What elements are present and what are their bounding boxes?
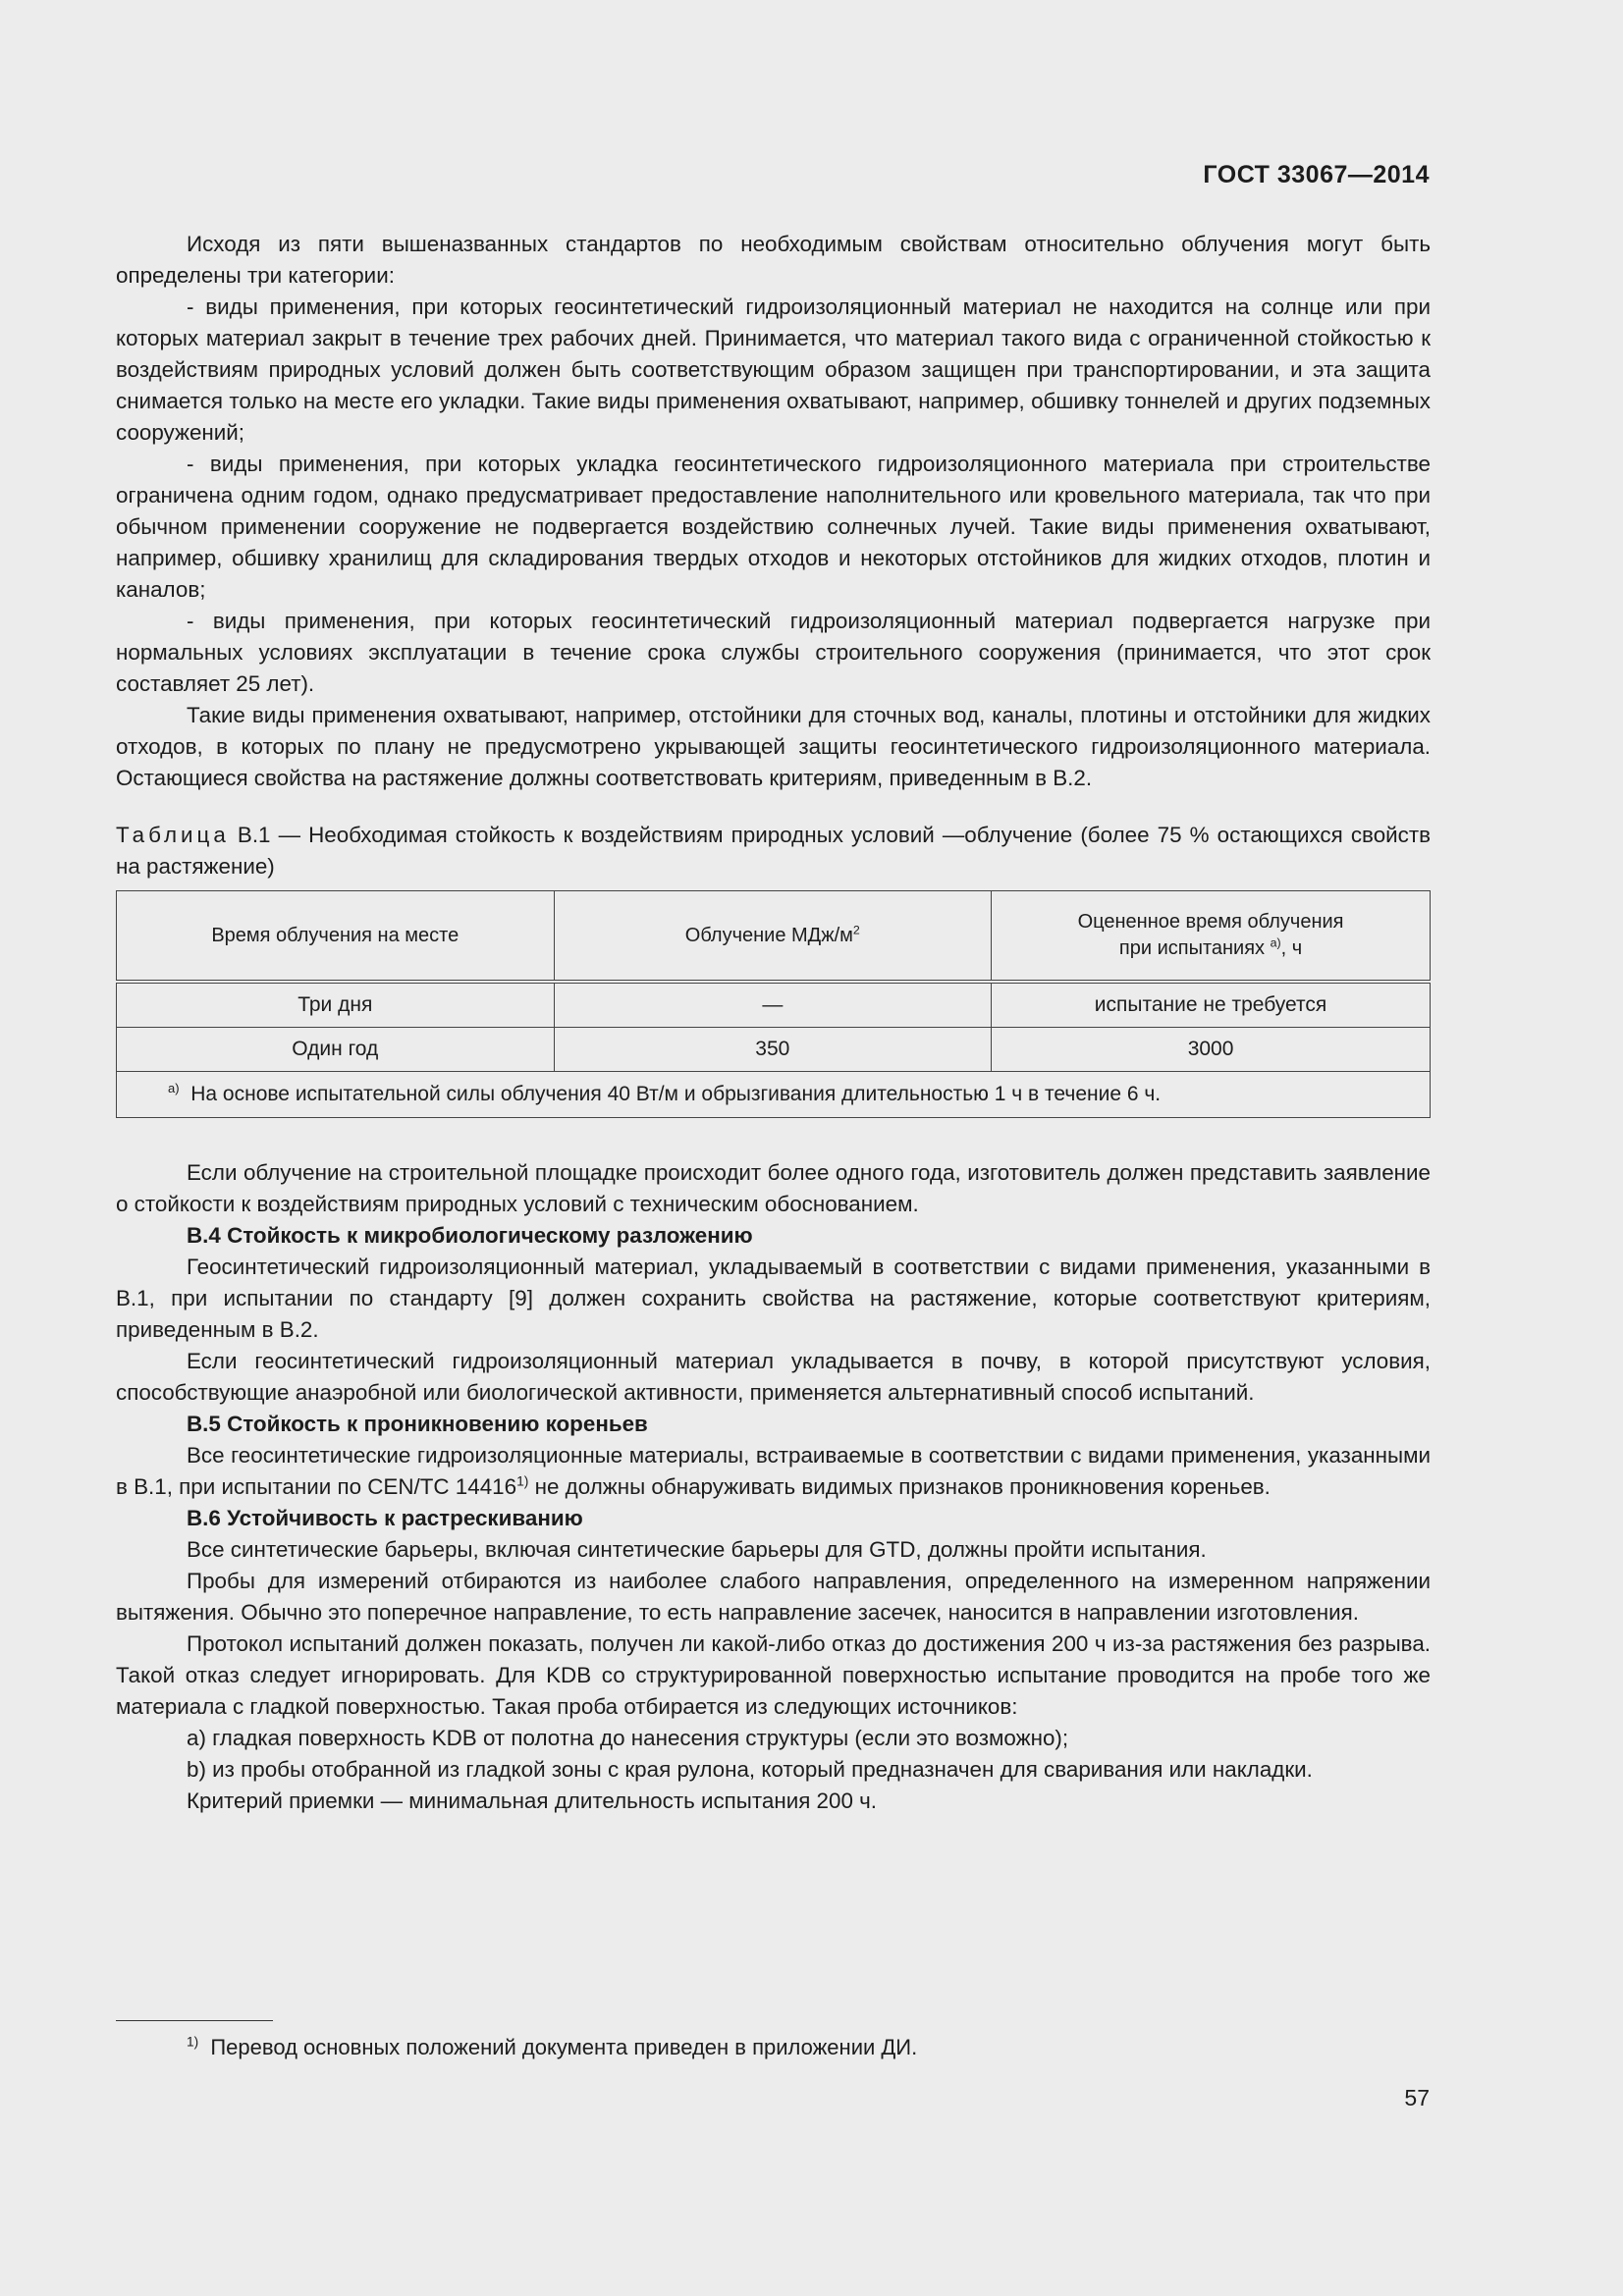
- list-item: - виды применения, при которых геосинтетический гидроизоляционный материал подвергается нагрузке при нормальных условиях эксплуатации в течение срока службы строительного сооружения (принимается, что этот срок составляет 25 лет).: [116, 609, 1431, 696]
- footnote-divider: [116, 2020, 273, 2021]
- paragraph: Геосинтетический гидроизоляционный материал, укладываемый в соответствии с видами применения, указанными в В.1, при испытании по стандарту [9] должен сохранить свойства на растяжение, которые соответствуют критериям, приведенным в В.2.: [116, 1255, 1431, 1342]
- table-cell: испытание не требуется: [992, 982, 1431, 1028]
- table-cell: 3000: [992, 1028, 1431, 1072]
- section-heading-b5: В.5 Стойкость к проникновению кореньев: [187, 1412, 648, 1436]
- section-heading-b6: В.6 Устойчивость к растрескиванию: [187, 1506, 583, 1530]
- list-item: а) гладкая поверхность KDB от полотна до нанесения структуры (если это возможно);: [187, 1726, 1069, 1750]
- paragraph: Если геосинтетический гидроизоляционный материал укладывается в почву, в которой присутствуют условия, способствующие анаэробной или биологической активности, применяется альтернативный способ испытаний.: [116, 1349, 1431, 1405]
- table-cell: Три дня: [117, 982, 555, 1028]
- main-text: [116, 229, 1431, 1817]
- table-note-row: [117, 1072, 1431, 1118]
- header-cell-irradiation: Облучение МДж/$м^2$: [554, 891, 992, 983]
- document-header: ГОСТ 33067—2014: [1203, 161, 1430, 188]
- table-note: $^{а)}$ На основе испытательной силы облучения 40 Вт/м и обрызгивания длительностью 1 ч в течение 6 ч.: [117, 1072, 1431, 1118]
- table-caption: [116, 820, 1431, 882]
- table-cell: Один год: [117, 1028, 555, 1072]
- section-heading-b4: В.4 Стойкость к микробиологическому разложению: [187, 1223, 753, 1248]
- header-cell-exposure-time: Время облучения на месте: [117, 891, 555, 983]
- table-row: [117, 1028, 1431, 1072]
- paragraph: Такие виды применения охватывают, например, отстойники для сточных вод, каналы, плотины и отстойники для жидких отходов, в которых по плану не предусмотрено укрывающей защиты геосинтетического гидроизоляционного материала. Остающиеся свойства на растяжение должны соответствовать критериям, приведенным в В.2.: [116, 703, 1431, 790]
- table-header-row: [117, 891, 1431, 983]
- paragraph: Все синтетические барьеры, включая синтетические барьеры для GTD, должны пройти испытания.: [187, 1537, 1207, 1562]
- table-caption-label: Таблица: [116, 823, 230, 847]
- table-cell: 350: [554, 1028, 992, 1072]
- table-cell: —: [554, 982, 992, 1028]
- list-item: - виды применения, при которых укладка геосинтетического гидроизоляционного материала при строительстве ограничена одним годом, однако предусматривает предоставление наполнительного или кровельного материала, так что при обычном применении сооружение не подвергается воздействию солнечных лучей. Такие виды применения охватывают, например, обшивку хранилищ для складирования твердых отходов и некоторых отстойников для жидких отходов, плотин и каналов;: [116, 452, 1431, 602]
- footnote: $^{1)}$ Перевод основных положений документа приведен в приложении ДИ.: [187, 2034, 918, 2059]
- list-item: - виды применения, при которых геосинтетический гидроизоляционный материал не находится на солнце или при которых материал закрыт в течение трех рабочих дней. Принимается, что материал такого вида с ограниченной стойкостью к воздействиям природных условий должен быть соответствующим образом защищен при транспортировании, и эта защита снимается только на месте его укладки. Такие виды применения охватывают, например, обшивку тоннелей и других подземных сооружений;: [116, 294, 1431, 445]
- paragraph: Все геосинтетические гидроизоляционные материалы, встраиваемые в соответствии с видами применения, указанными в В.1, при испытании по CEN/TC 14416$^{1)}$ не должны обнаруживать видимых признаков проникновения кореньев.: [116, 1443, 1431, 1499]
- table-row: [117, 982, 1431, 1028]
- paragraph: Если облучение на строительной площадке происходит более одного года, изготовитель должен представить заявление о стойкости к воздействиям природных условий с техническим обоснованием.: [116, 1160, 1431, 1216]
- irradiation-table: [116, 890, 1431, 1118]
- page-number: 57: [1404, 2085, 1430, 2110]
- paragraph: Пробы для измерений отбираются из наиболее слабого направления, определенного на измеренном напряжении вытяжения. Обычно это поперечное направление, то есть направление засечек, наносится в направлении изготовления.: [116, 1569, 1431, 1625]
- paragraph: Критерий приемки — минимальная длительность испытания 200 ч.: [187, 1789, 878, 1813]
- paragraph: Протокол испытаний должен показать, получен ли какой-либо отказ до достижения 200 ч из-за растяжения без разрыва. Такой отказ следует игнорировать. Для KDB со структурированной поверхностью испытание проводится на пробе того же материала с гладкой поверхностью. Такая проба отбирается из следующих источников:: [116, 1631, 1431, 1719]
- table-caption-text: В.1 — Необходимая стойкость к воздействиям природных условий —облучение (более 75 % остающихся свойств на растяжение): [116, 823, 1431, 879]
- paragraph: Исходя из пяти вышеназванных стандартов по необходимым свойствам относительно облучения могут быть определены три категории:: [116, 232, 1431, 288]
- header-cell-estimated-time: Оцененное время облучения при испытаниях $^{а)}$, ч: [992, 891, 1431, 983]
- list-item: b) из пробы отобранной из гладкой зоны с края рулона, который предназначен для сваривания или накладки.: [187, 1757, 1313, 1782]
